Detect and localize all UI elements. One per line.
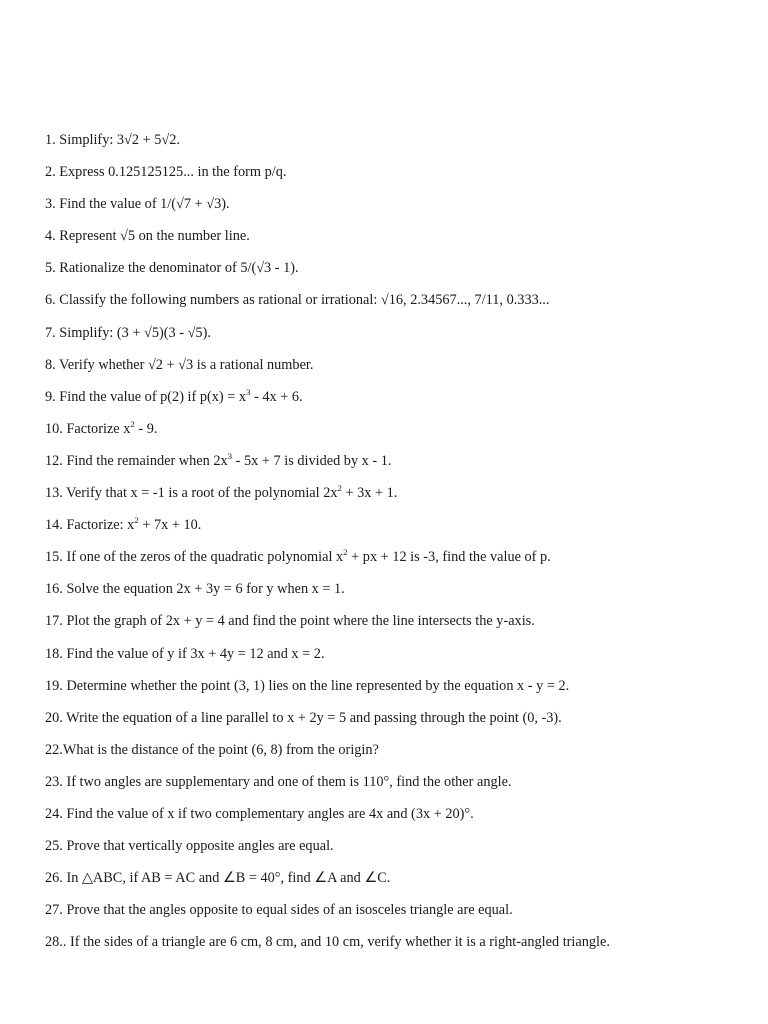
question-item: 9. Find the value of p(2) if $p(x) = x^3 - 4x + 6$. [45,386,303,405]
question-item: 23. If two angles are supplementary and one of them is 110°, find the other angle. [45,773,512,790]
question-item: 6. Classify the following numbers as rational or irrational: √16, 2.34567..., 7/11, 0.333... [45,292,550,309]
question-item: 16. Solve the equation 2x + 3y = 6 for y when x = 1. [45,581,345,598]
question-item: 18. Find the value of y if 3x + 4y = 12 and x = 2. [45,645,325,662]
question-item: 4. Represent √5 on the number line. [45,228,250,245]
question-item: 10. Factorize $x^2 - 9$. [45,419,158,437]
question-item: 8. Verify whether √2 + √3 is a rational number. [45,356,314,373]
question-item: 24. Find the value of x if two complementary angles are 4x and (3x + 20)°. [45,805,474,822]
question-item: 17. Plot the graph of 2x + y = 4 and find the point where the line intersects the y-axis. [45,613,535,630]
question-item: 26. In △ABC, if AB = AC and ∠B = 40°, find ∠A and ∠C. [45,870,391,887]
question-item: 20. Write the equation of a line parallel to x + 2y = 5 and passing through the point (0, -3). [45,709,562,726]
question-item: 28.. If the sides of a triangle are 6 cm, 8 cm, and 10 cm, verify whether it is a right-angled triangle. [45,934,610,951]
question-item: 22.What is the distance of the point (6, 8) from the origin? [45,741,379,758]
question-item: 15. If one of the zeros of the quadratic polynomial $x^2$ + px + 12 is -3, find the value of p. [45,547,551,566]
question-item: 7. Simplify: (3 + √5)(3 - √5). [45,324,211,341]
question-list [45,128,745,962]
question-item: 2. Express 0.125125125... in the form p/q. [45,164,287,181]
question-item: 5. Rationalize the denominator of 5/(√3 - 1). [45,260,299,277]
question-item: 14. Factorize: $x^2 + 7x + 10$. [45,515,202,534]
question-item: 13. Verify that x = -1 is a root of the polynomial $2x^2 + 3x + 1$. [45,483,398,502]
question-item: 3. Find the value of 1/(√7 + √3). [45,196,230,213]
question-item: 1. Simplify: 3√2 + 5√2. [45,132,180,148]
question-item: 12. Find the remainder when $2x^3 - 5x + 7$ is divided by x - 1. [45,451,392,469]
question-item: 27. Prove that the angles opposite to equal sides of an isosceles triangle are equal. [45,902,513,919]
question-item: 25. Prove that vertically opposite angles are equal. [45,838,334,855]
question-item: 19. Determine whether the point (3, 1) lies on the line represented by the equation x - y = 2. [45,677,570,694]
